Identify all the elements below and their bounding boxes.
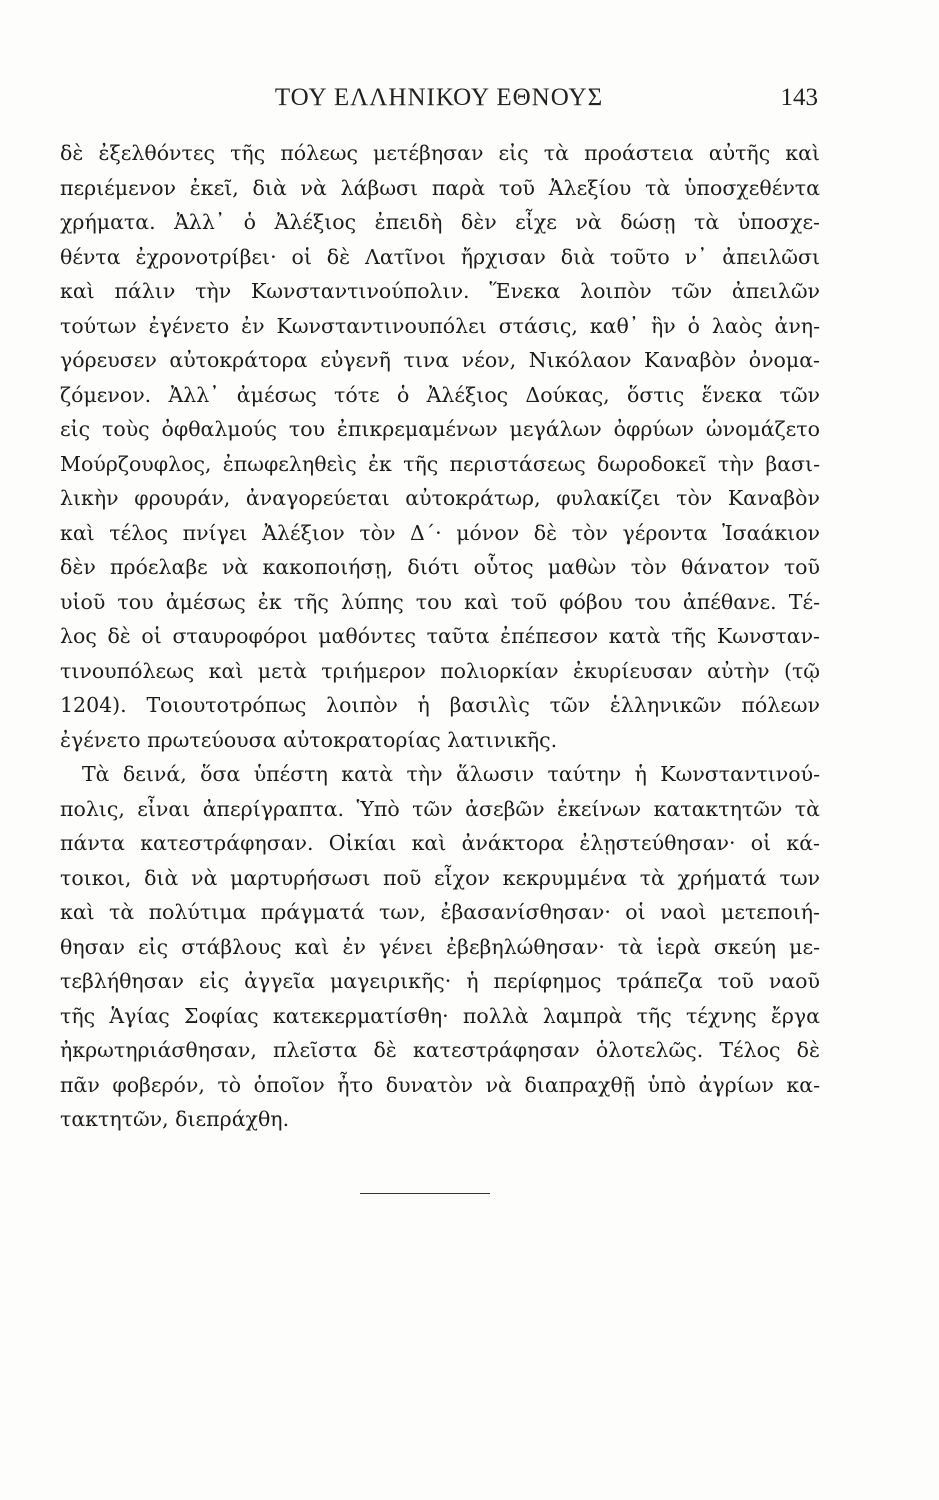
text-line: τῆς Ἁγίας Σοφίας κατεκερματίσθη· πολλὰ λαμπρὰ τῆς τέχνης ἔργα bbox=[60, 1003, 820, 1028]
text-line: δὲ ἐξελθόντες τῆς πόλεως μετέβησαν εἰς τὰ προάστεια αὐτῆς καὶ bbox=[60, 141, 820, 165]
page-number: 143 bbox=[780, 84, 818, 111]
section-divider-rule bbox=[360, 1193, 490, 1194]
running-title: ΤΟΥ ΕΛΛΗΝΙΚΟΥ ΕΘΝΟΥΣ bbox=[274, 84, 604, 111]
paragraph-1 bbox=[60, 136, 820, 757]
running-head bbox=[60, 84, 818, 116]
text-line: πᾶν φοβερόν, τὸ ὁποῖον ἦτο δυνατὸν νὰ διαπραχθῇ ὑπὸ ἀγρίων κα- bbox=[60, 1072, 820, 1097]
text-line: 1204). Τοιουτοτρόπως λοιπὸν ἡ βασιλὶς τῶν ἑλληνικῶν πόλεων bbox=[60, 693, 820, 717]
text-body bbox=[60, 136, 820, 1137]
text-line: πάντα κατεστράφησαν. Οἰκίαι καὶ ἀνάκτορα ἐλῃστεύθησαν· οἱ κά- bbox=[60, 831, 820, 855]
text-line: καὶ τὰ πολύτιμα πράγματά των, ἐβασανίσθησαν· οἱ ναοὶ μετεποιή- bbox=[60, 900, 820, 924]
text-line: τοικοι, διὰ νὰ μαρτυρήσωσι ποῦ εἶχον κεκρυμμένα τὰ χρήματά των bbox=[60, 865, 820, 890]
text-line: ἐγένετο πρωτεύουσα αὐτοκρατορίας λατινικῆς. bbox=[60, 727, 558, 752]
text-line: χρήματα. Ἀλλ᾽ ὁ Ἀλέξιος ἐπειδὴ δὲν εἶχε νὰ δώσῃ τὰ ὑποσχε- bbox=[60, 210, 820, 234]
text-line: εἰς τοὺς ὀφθαλμούς του ἐπικρεμαμένων μεγάλων ὀφρύων ὠνομάζετο bbox=[60, 417, 820, 441]
text-line: τινουπόλεως καὶ μετὰ τριήμερον πολιορκίαν ἐκυρίευσαν αὐτὴν (τῷ bbox=[60, 658, 820, 683]
text-line: τακτητῶν, διεπράχθη. bbox=[60, 1107, 290, 1131]
text-line: υἱοῦ του ἀμέσως ἐκ τῆς λύπης του καὶ τοῦ φόβου του ἀπέθανε. Τέ- bbox=[60, 589, 820, 614]
text-line: θησαν εἰς στάβλους καὶ ἐν γένει ἐβεβηλώθησαν· τὰ ἱερὰ σκεύη με- bbox=[60, 934, 820, 959]
text-line: πολις, εἶναι ἀπερίγραπτα. Ὑπὸ τῶν ἀσεβῶν ἐκείνων κατακτητῶν τὰ bbox=[60, 796, 820, 821]
text-line: ζόμενον. Ἀλλ᾽ ἀμέσως τότε ὁ Ἀλέξιος Δούκας, ὅστις ἕνεκα τῶν bbox=[60, 382, 820, 407]
text-line: λικὴν φρουράν, ἀναγορεύεται αὐτοκράτωρ, φυλακίζει τὸν Καναβὸν bbox=[60, 486, 820, 510]
text-line: καὶ πάλιν τὴν Κωνσταντινούπολιν. Ἕνεκα λοιπὸν τῶν ἀπειλῶν bbox=[60, 279, 820, 303]
paragraph-2 bbox=[60, 757, 820, 1137]
text-line: ἠκρωτηριάσθησαν, πλεῖστα δὲ κατεστράφησαν ὁλοτελῶς. Τέλος δὲ bbox=[60, 1038, 820, 1062]
text-line: καὶ τέλος πνίγει Ἀλέξιον τὸν Δ΄· μόνον δὲ τὸν γέροντα Ἰσαάκιον bbox=[60, 520, 820, 545]
text-line: Τὰ δεινά, ὅσα ὑπέστη κατὰ τὴν ἅλωσιν ταύτην ἡ Κωνσταντινού- bbox=[82, 762, 820, 786]
text-line: Μούρζουφλος, ἐπωφεληθεὶς ἐκ τῆς περιστάσεως δωροδοκεῖ τὴν βασι- bbox=[60, 451, 820, 476]
text-line: τούτων ἐγένετο ἐν Κωνσταντινουπόλει στάσις, καθ᾽ ἣν ὁ λαὸς ἀνη- bbox=[60, 313, 820, 338]
text-line: γόρευσεν αὐτοκράτορα εὐγενῆ τινα νέον, Νικόλαον Καναβὸν ὀνομα- bbox=[60, 348, 820, 372]
text-line: λος δὲ οἱ σταυροφόροι μαθόντες ταῦτα ἐπέπεσον κατὰ τῆς Κωνσταν- bbox=[60, 624, 820, 648]
text-line: τεβλήθησαν εἰς ἀγγεῖα μαγειρικῆς· ἡ περίφημος τράπεζα τοῦ ναοῦ bbox=[60, 969, 820, 993]
text-line: δὲν πρόελαβε νὰ κακοποιήσῃ, διότι οὗτος μαθὼν τὸν θάνατον τοῦ bbox=[60, 555, 820, 579]
text-line: θέντα ἐχρονοτρίβει· οἱ δὲ Λατῖνοι ἤρχισαν διὰ τοῦτο ν᾽ ἀπειλῶσι bbox=[60, 244, 820, 269]
text-line: περιέμενον ἐκεῖ, διὰ νὰ λάβωσι παρὰ τοῦ Ἀλεξίου τὰ ὑποσχεθέντα bbox=[60, 175, 820, 200]
